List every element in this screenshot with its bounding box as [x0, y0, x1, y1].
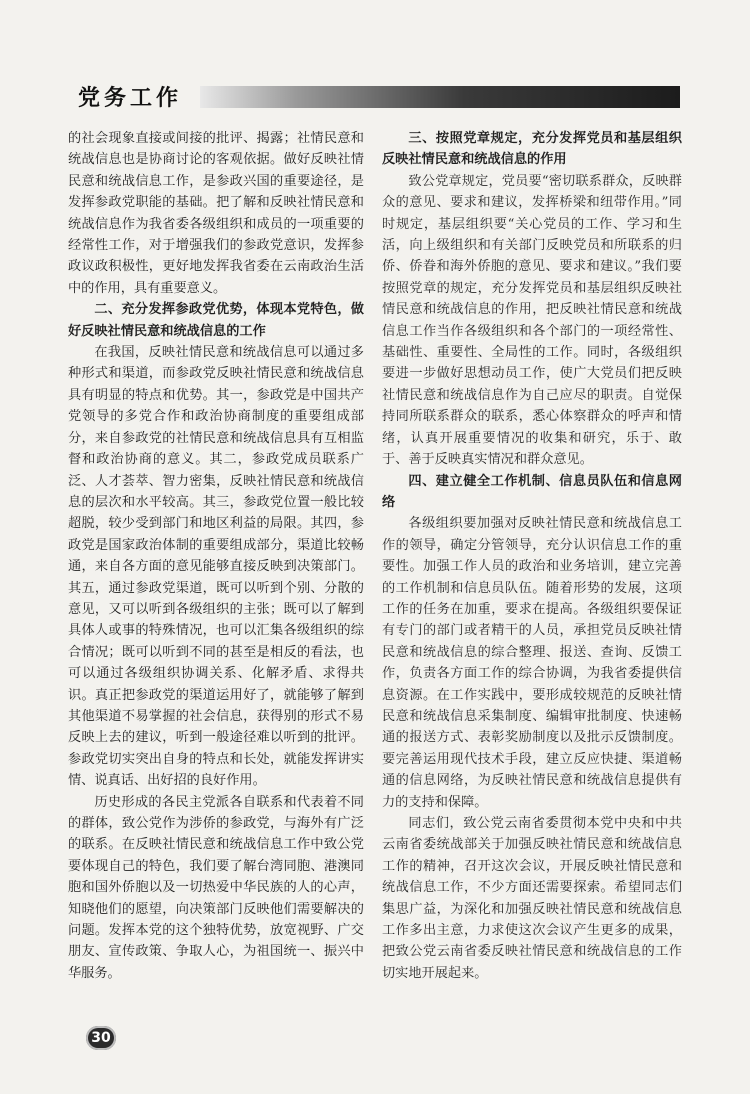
- paragraph: 的社会现象直接或间接的批评、揭露；社情民意和统战信息也是协商讨论的客观依据。做好反映社情民意和统战信息工作，是参政兴国的重要途径，是发挥参政党职能的基础。把了解和反映社情民意和统战信息作为我省委各级组织和成员的一项重要的经常性工作，对于增强我们的参政党意识，发挥参政议政积极性，更好地发挥我省委在云南政治生活中的作用，具有重要意义。: [68, 131, 364, 296]
- section-heading: 二、充分发挥参政党优势，体现本党特色，做好反映社情民意和统战信息的工作: [68, 302, 364, 339]
- header-bar-decoration: [200, 86, 680, 108]
- paragraph: 历史形成的各民主党派各自联系和代表着不同的群体，致公党作为涉侨的参政党，与海外有广泛的联系。在反映社情民意和统战信息工作中致公党要体现自己的特色，我们要了解台湾同胞、港澳同胞和国外侨胞以及一切热爱中华民族的人的心声，知晓他们的愿望，向决策部门反映他们需要解决的问题。发挥本党的这个独特优势，放宽视野、广交朋友、宣传政策、争取人心，为祖国统一、振兴中华服务。: [68, 794, 364, 981]
- section-title: 党务工作: [78, 86, 183, 111]
- paragraph: 各级组织要加强对反映社情民意和统战信息工作的领导，确定分管领导，充分认识信息工作的重要性。加强工作人员的政治和业务培训，建立完善的工作机制和信息员队伍。随着形势的发展，这项工作的任务在加重，要求在提高。各级组织要保证有专门的部门或者精干的人员，承担党员反映社情民意和统战信息的综合整理、报送、查询、反馈工作，负责各方面工作的综合协调，为我省委提供信息资源。在工作实践中，要形成较规范的反映社情民意和统战信息采集制度、编辑审批制度、快速畅通的报送方式、表彰奖励制度以及批示反馈制度。要完善运用现代技术手段，建立反应快捷、渠道畅通的信息网络，为反映社情民意和统战信息提供有力的支持和保障。: [382, 516, 682, 810]
- section-heading: 四、建立健全工作机制、信息员队伍和信息网络: [382, 473, 682, 510]
- left-column: [68, 128, 364, 984]
- page-header: [0, 84, 750, 114]
- paragraph: 在我国，反映社情民意和统战信息可以通过多种形式和渠道，而参政党反映社情民意和统战信息具有明显的特点和优势。其一，参政党是中国共产党领导的多党合作和政治协商制度的重要组成部分，来自参政党的社情民意和统战信息具有互相监督和政治协商的意义。其二，参政党成员联系广泛、人才荟萃、智力密集，反映社情民意和统战信息的层次和水平较高。其三，参政党位置一般比较超脱，较少受到部门和地区利益的局限。其四，参政党是国家政治体制的重要组成部分，渠道比较畅通，来自各方面的意见能够直接反映到决策部门。其五，通过参政党渠道，既可以听到个别、分散的意见，又可以听到各级组织的主张；既可以了解到具体人或事的特殊情况，也可以汇集各级组织的综合情况；既可以听到不同的甚至是相反的看法，也可以通过各级组织协调关系、化解矛盾、求得共识。真正把参政党的渠道运用好了，就能够了解到其他渠道不易掌握的社会信息，获得别的形式不易反映上去的建议，听到一般途径难以听到的批评。参政党切实突出自身的特点和长处，就能发挥讲实情、说真话、出好招的良好作用。: [68, 345, 364, 789]
- paragraph: 致公党章规定，党员要“密切联系群众，反映群众的意见、要求和建议，发挥桥梁和纽带作用。”同时规定，基层组织要“关心党员的工作、学习和生活，向上级组织和有关部门反映党员和所联系的归侨、侨眷和海外侨胞的意见、要求和建议。”我们要按照党章的规定，充分发挥党员和基层组织反映社情民意和统战信息的作用，把反映社情民意和统战信息工作当作各级组织和各个部门的一项经常性、基础性、重要性、全局性的工作。同时，各级组织要进一步做好思想动员工作，使广大党员们把反映社情民意和统战信息作为自己应尽的职责。自觉保持同所联系群众的联系，悉心体察群众的呼声和情绪，认真开展重要情况的收集和研究，乐于、敢于、善于反映真实情况和群众意见。: [382, 173, 682, 468]
- section-heading: 三、按照党章规定，充分发挥党员和基层组织反映社情民意和统战信息的作用: [382, 131, 682, 168]
- paragraph: 同志们，致公党云南省委贯彻本党中央和中共云南省委统战部关于加强反映社情民意和统战信息工作的精神，召开这次会议，开展反映社情民意和统战信息工作，不少方面还需要探索。希望同志们集思广益，为深化和加强反映社情民意和统战信息工作多出主意，力求使这次会议产生更多的成果，把致公党云南省委反映社情民意和统战信息的工作切实地开展起来。: [382, 816, 682, 981]
- page-number-badge: 30: [86, 1026, 116, 1050]
- right-column: [382, 128, 682, 984]
